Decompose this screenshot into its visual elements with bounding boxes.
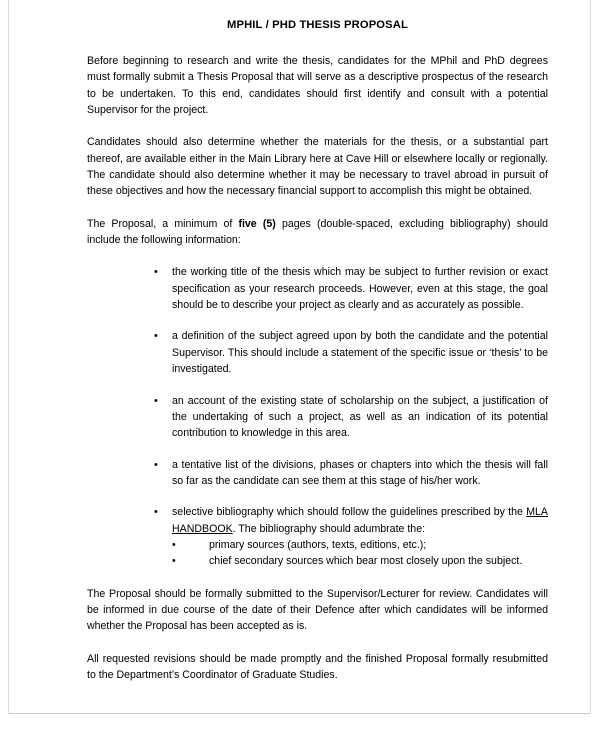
list-item xyxy=(87,393,548,442)
sub-list-item xyxy=(172,537,548,553)
paragraph-intro: Before beginning to research and write the thesis, candidates for the MPhil and PhD degrees must formally submit a Thesis Proposal that will serve as a descriptive prospectus of the research to be undertaken. To this end, candidates should first identify and consult with a potential Supervisor for the project. xyxy=(87,55,548,117)
sub-list-item-text: primary sources (authors, texts, editions, etc.); xyxy=(209,538,427,551)
list-item-text: an account of the existing state of scholarship on the subject, a justification of the undertaking of such a project, as well as an indication of its potential contribution to knowledge in this area. xyxy=(172,394,548,440)
bibliography-sub-list xyxy=(172,537,548,570)
length-text-before-bold: The Proposal, a minimum of xyxy=(87,217,239,230)
bullet-icon: • xyxy=(154,506,158,519)
paragraph-materials: Candidates should also determine whether the materials for the thesis, or a substantial part thereof, are available either in the Main Library here at Cave Hill or elsewhere locally or regionally. The candidate should also determine whether it may be necessary to travel abroad in pursuit of these objectives and how the necessary financial support to accomplish this might be obtained. xyxy=(87,136,548,198)
document-body xyxy=(87,18,548,683)
list-item-text: a definition of the subject agreed upon by both the candidate and the potential Supervisor. This should include a statement of the specific issue or ‘thesis’ to be investigated. xyxy=(172,330,548,376)
bullet-icon: • xyxy=(172,538,176,551)
list-item-text: a tentative list of the divisions, phases or chapters into which the thesis will fall so far as the candidate can see them at this stage of his/her work. xyxy=(172,458,548,487)
bibliography-text-before: selective bibliography which should follow the guidelines prescribed by the xyxy=(172,506,527,519)
paragraph-revisions: All requested revisions should be made promptly and the finished Proposal formally resubmitted to the Department’s Coordinator of Graduate Studies. xyxy=(87,652,548,681)
bibliography-text-after: . The bibliography should adumbrate the: xyxy=(232,522,426,535)
list-item xyxy=(87,457,548,490)
sub-list-item xyxy=(172,553,548,569)
requirements-list xyxy=(87,264,548,569)
list-item xyxy=(87,264,548,313)
paragraph-submission: The Proposal should be formally submitted to the Supervisor/Lecturer for review. Candidates will be informed in due course of the date of their Defence after which candidates will be informed whether the Proposal has been accepted as is. xyxy=(87,587,548,633)
document-page xyxy=(8,0,591,714)
sub-list-item-text: chief secondary sources which bear most closely upon the subject. xyxy=(209,555,523,568)
bullet-icon: • xyxy=(154,394,158,407)
mla-handbook-reference: MLA HANDBOOK xyxy=(172,506,548,535)
paragraph-proposal-length xyxy=(87,216,548,249)
length-text-after-bold: pages (double-spaced, excluding bibliography) should include the following information: xyxy=(87,217,548,247)
bullet-icon: • xyxy=(154,458,158,471)
bullet-icon: • xyxy=(154,330,158,343)
bullet-icon: • xyxy=(154,266,158,279)
minimum-pages-emphasis: five (5) xyxy=(238,217,276,230)
bullet-icon: • xyxy=(172,555,176,568)
page-title: MPHIL / PHD THESIS PROPOSAL xyxy=(226,19,408,31)
list-item xyxy=(87,328,548,377)
list-item-bibliography xyxy=(87,504,548,569)
list-item-text: the working title of the thesis which may be subject to further revision or exact specification as your research proceeds. However, even at this stage, the goal should be to describe your project as clearly and as accurately as possible. xyxy=(172,266,548,312)
